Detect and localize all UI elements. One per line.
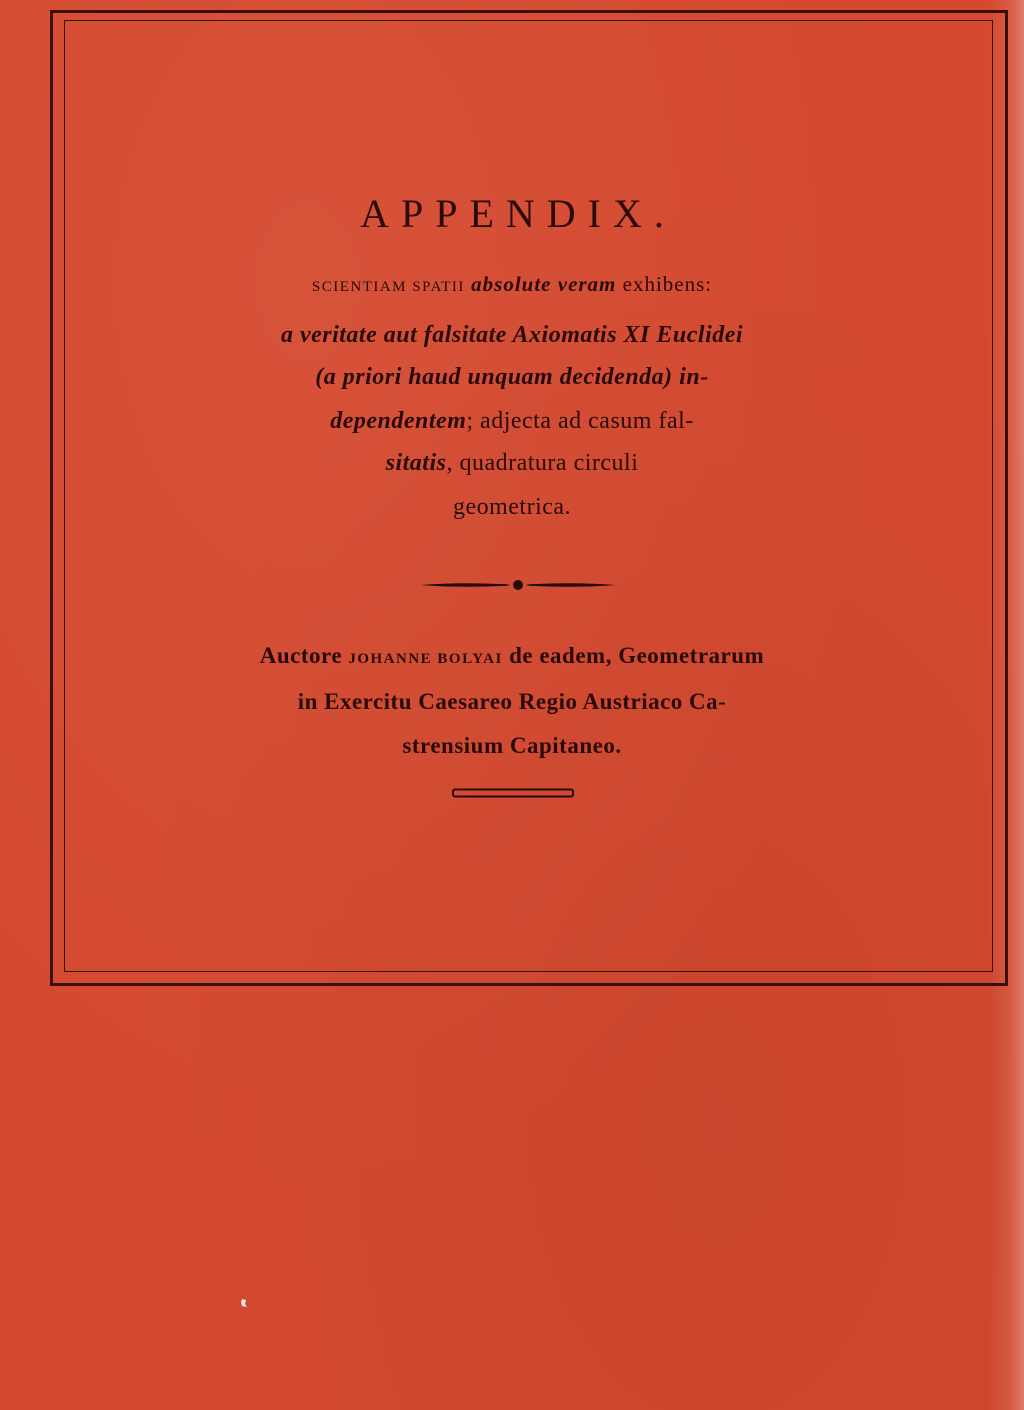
body-line-3-rest: ; adjecta ad casum fal- xyxy=(466,408,694,434)
author-line-1 xyxy=(0,643,1024,669)
subtitle-italic: absolute veram xyxy=(471,272,617,296)
body-line-4-rest: , quadratura circuli xyxy=(446,450,639,476)
closing-rule xyxy=(452,788,574,798)
body-line-4 xyxy=(0,450,1024,477)
author-name: JOHANNE BOLYAI xyxy=(348,651,503,667)
body-line-3-italic: dependentem xyxy=(330,408,467,434)
author-line-1-start: Auctore xyxy=(259,643,343,668)
body-line-4-italic: sitatis xyxy=(385,450,447,476)
ornament-divider xyxy=(418,574,618,596)
author-line-1-end: de eadem, Geometrarum xyxy=(509,643,765,668)
author-line-3: strensium Capitaneo. xyxy=(402,733,622,758)
body-line-3 xyxy=(0,408,1024,435)
author-line-2: in Exercitu Caesareo Regio Austriaco Ca- xyxy=(297,689,727,714)
cover-speck xyxy=(240,1298,248,1308)
subtitle xyxy=(0,272,1024,297)
page-title: APPENDIX. xyxy=(360,191,676,236)
body-line-5: geometrica. xyxy=(452,494,572,520)
body-line-1: a veritate aut falsitate Axiomatis XI Euclidei xyxy=(280,322,744,348)
subtitle-smallcaps: SCIENTIAM SPATII xyxy=(311,279,465,295)
subtitle-rest: exhibens: xyxy=(622,272,713,296)
body-line-2: (a priori haud unquam decidenda) in- xyxy=(315,364,709,390)
